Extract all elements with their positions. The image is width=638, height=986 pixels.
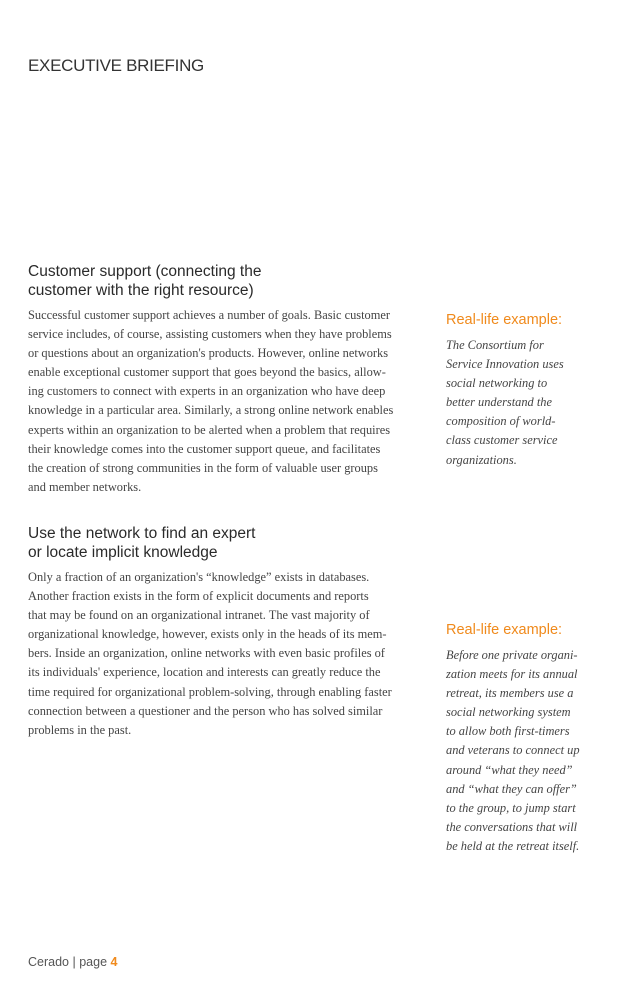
sidebar-line: and veterans to connect up: [446, 743, 580, 758]
sidebar-example-text: [446, 336, 621, 470]
body-line: their knowledge comes into the customer support queue, and facilitates: [28, 441, 381, 456]
body-line: ing customers to connect with experts in an organization who have deep: [28, 384, 386, 399]
section-customer-support: [28, 262, 428, 497]
sidebar-line: composition of world-: [446, 414, 556, 429]
sidebar-example-title: Real-life example:: [446, 312, 563, 328]
section-find-expert: [28, 524, 428, 740]
sidebar-line: to the group, to jump start: [446, 800, 576, 815]
footer-page-number: 4: [110, 955, 118, 969]
sidebar-line: better understand the: [446, 395, 552, 410]
sidebar-example-title: Real-life example:: [446, 622, 563, 638]
body-line: experts within an organization to be alerted when a problem that requires: [28, 422, 391, 437]
body-line: service includes, of course, assisting customers when they have problems: [28, 327, 392, 342]
body-line: Only a fraction of an organization's “knowledge” exists in databases.: [28, 570, 370, 584]
body-line: knowledge in a particular area. Similarly, a strong online network enables: [28, 403, 394, 418]
sidebar-example-text: [446, 646, 621, 856]
body-line: bers. Inside an organization, online networks with even basic profiles of: [28, 646, 385, 661]
heading-line: Use the network to find an expert: [28, 525, 256, 542]
body-line: and member networks.: [28, 479, 142, 494]
body-line: problems in the past.: [28, 722, 132, 737]
body-line: Another fraction exists in the form of explicit documents and reports: [28, 589, 369, 604]
sidebar-line: The Consortium for: [446, 338, 544, 352]
page-header-title: EXECUTIVE BRIEFING: [28, 56, 204, 75]
sidebar-example-2: [446, 622, 621, 856]
sidebar-line: Service Innovation uses: [446, 357, 564, 372]
sidebar-line: to allow both first-timers: [446, 724, 570, 739]
sidebar-line: class customer service: [446, 433, 558, 448]
body-line: that may be found on an organizational intranet. The vast majority of: [28, 608, 370, 623]
body-line: connection between a questioner and the person who has solved similar: [28, 703, 383, 718]
body-line: enable exceptional customer support that goes beyond the basics, allow-: [28, 365, 386, 380]
body-line: its individuals' experience, location and interests can greatly reduce the: [28, 665, 381, 680]
footer-page-label: page: [79, 955, 108, 969]
section-heading: [28, 262, 428, 300]
footer-brand: Cerado: [28, 955, 69, 969]
body-line: the creation of strong communities in the form of valuable user groups: [28, 460, 378, 475]
sidebar-line: and “what they can offer”: [446, 781, 577, 796]
sidebar-line: social networking system: [446, 705, 571, 720]
page-footer: [28, 955, 117, 969]
heading-line: Customer support (connecting the: [28, 263, 262, 280]
section-heading: [28, 524, 428, 562]
sidebar-line: be held at the retreat itself.: [446, 838, 580, 853]
body-line: time required for organizational problem-solving, through enabling faster: [28, 684, 392, 699]
section-body: [28, 568, 428, 740]
footer-separator: |: [72, 955, 76, 969]
body-line: organizational knowledge, however, exists only in the heads of its mem-: [28, 627, 387, 642]
body-line: or questions about an organization's products. However, online networks: [28, 346, 389, 361]
sidebar-line: Before one private organi-: [446, 648, 578, 662]
heading-line: customer with the right resource): [28, 282, 254, 299]
sidebar-example-1: [446, 312, 621, 470]
heading-line: or locate implicit knowledge: [28, 544, 218, 561]
body-line: Successful customer support achieves a number of goals. Basic customer: [28, 308, 390, 322]
sidebar-line: zation meets for its annual: [446, 667, 578, 682]
section-body: [28, 306, 428, 497]
sidebar-line: social networking to: [446, 376, 548, 391]
sidebar-line: organizations.: [446, 452, 517, 467]
sidebar-line: around “what they need”: [446, 762, 573, 777]
sidebar-line: the conversations that will: [446, 819, 578, 834]
sidebar-line: retreat, its members use a: [446, 686, 574, 701]
